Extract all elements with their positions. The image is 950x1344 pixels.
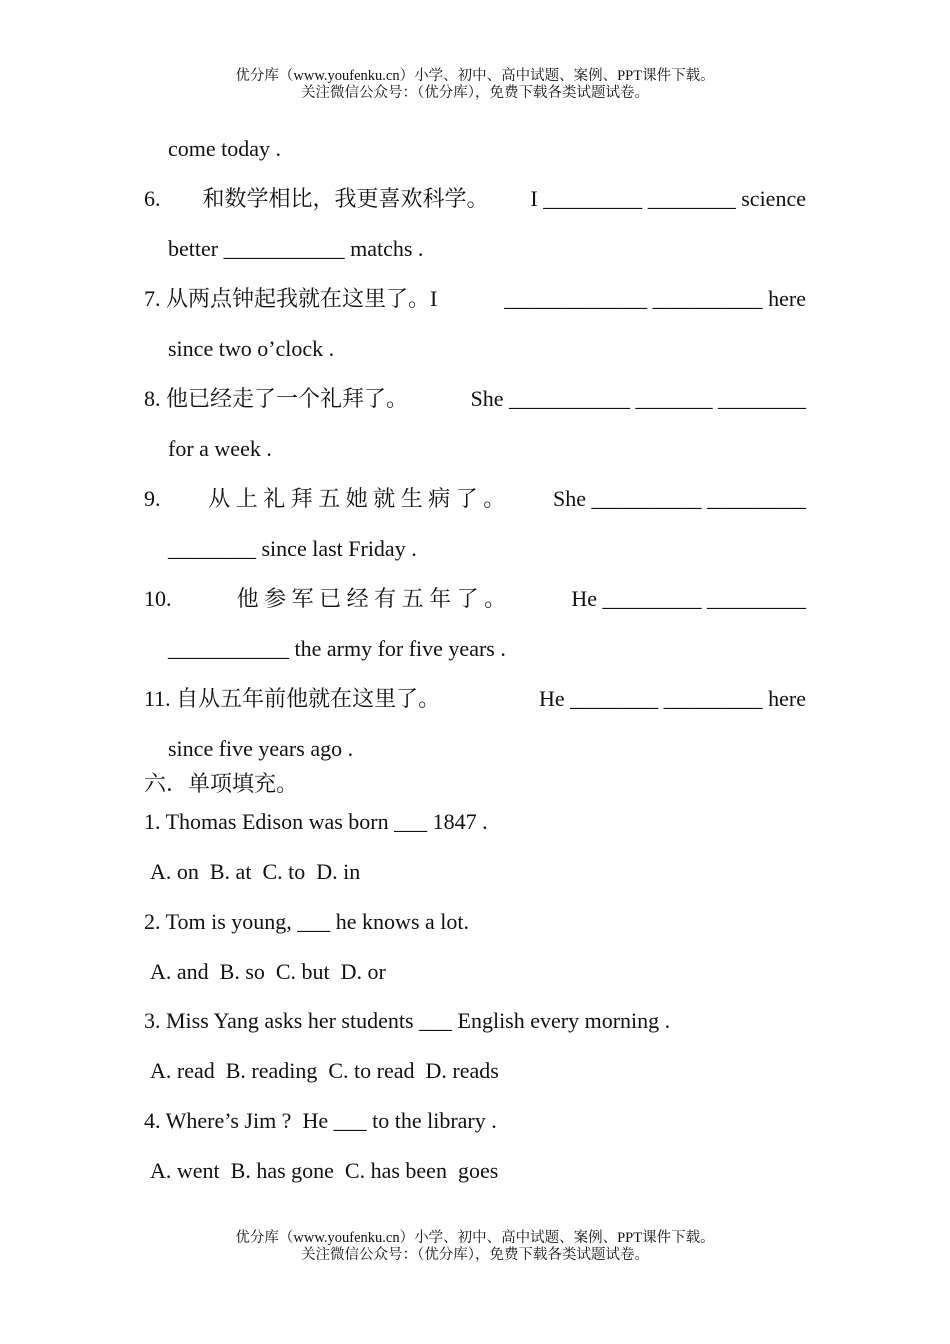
q7-line1 (144, 286, 806, 312)
q10-chinese: 他 参 军 已 经 有 五 年 了 。 (236, 586, 507, 611)
q8-english-start: She ___________ _______ ________ (470, 386, 806, 411)
mc4-question: 4. Where’s Jim ? He ___ to the library . (144, 1108, 497, 1133)
header-line-2: 关注微信公众号：（优分库），免费下载各类试题试卷。 (301, 85, 649, 101)
q6-english-start: I _________ ________ science (530, 186, 806, 211)
mc3-options: A. read B. reading C. to read D. reads (150, 1058, 499, 1083)
mc3-question: 3. Miss Yang asks her students ___ English every morning . (144, 1008, 671, 1033)
q9-chinese: 从 上 礼 拜 五 她 就 生 病 了 。 (208, 486, 506, 511)
q9-number: 9. (144, 486, 161, 511)
mc1-options: A. on B. at C. to D. in (150, 859, 361, 884)
q10-english-start: He _________ _________ (571, 586, 806, 611)
q10-line1 (144, 586, 806, 612)
q8-line1 (144, 386, 806, 412)
mc1-question: 1. Thomas Edison was born ___ 1847 . (144, 809, 488, 834)
q6-chinese: 和数学相比，我更喜欢科学。 (202, 186, 489, 211)
footer-line-1: 优分库（www.youfenku.cn）小学、初中、高中试题、案例、PPT课件下载。 (235, 1230, 715, 1246)
mc4-options: A. went B. has gone C. has been goes (150, 1158, 499, 1183)
q8-line2: for a week . (168, 436, 272, 461)
page-header (0, 68, 950, 102)
mc2-options: A. and B. so C. but D. or (150, 959, 386, 984)
q11-english-start: He ________ _________ here (538, 686, 806, 711)
q9-english-start: She __________ _________ (552, 486, 806, 511)
q7-number-chinese: 7. 从两点钟起我就在这里了。I (144, 286, 438, 311)
q8-number-chinese: 8. 他已经走了一个礼拜了。 (144, 386, 409, 411)
page-footer (0, 1230, 950, 1264)
q11-number-chinese: 11. 自从五年前他就在这里了。 (144, 686, 441, 711)
q6-number: 6. (144, 186, 161, 211)
q7-line2: since two o’clock . (168, 336, 335, 361)
q9-line1 (144, 486, 806, 512)
q7-english-start: _____________ __________ here (504, 286, 806, 311)
q6-line2: better ___________ matchs . (168, 236, 424, 261)
section-six-title: 六．单项填充。 (144, 771, 299, 796)
q10-number: 10. (144, 586, 172, 611)
footer-line-2: 关注微信公众号：（优分库），免费下载各类试题试卷。 (301, 1247, 649, 1263)
q6-line1 (144, 186, 806, 212)
q10-line2: ___________ the army for five years . (168, 636, 506, 661)
mc2-question: 2. Tom is young, ___ he knows a lot. (144, 909, 469, 934)
q11-line2: since five years ago . (168, 736, 354, 761)
header-line-1: 优分库（www.youfenku.cn）小学、初中、高中试题、案例、PPT课件下载。 (235, 68, 715, 84)
q11-line1 (144, 686, 806, 712)
q9-line2: ________ since last Friday . (168, 536, 417, 561)
q5-continuation: come today . (168, 136, 282, 161)
